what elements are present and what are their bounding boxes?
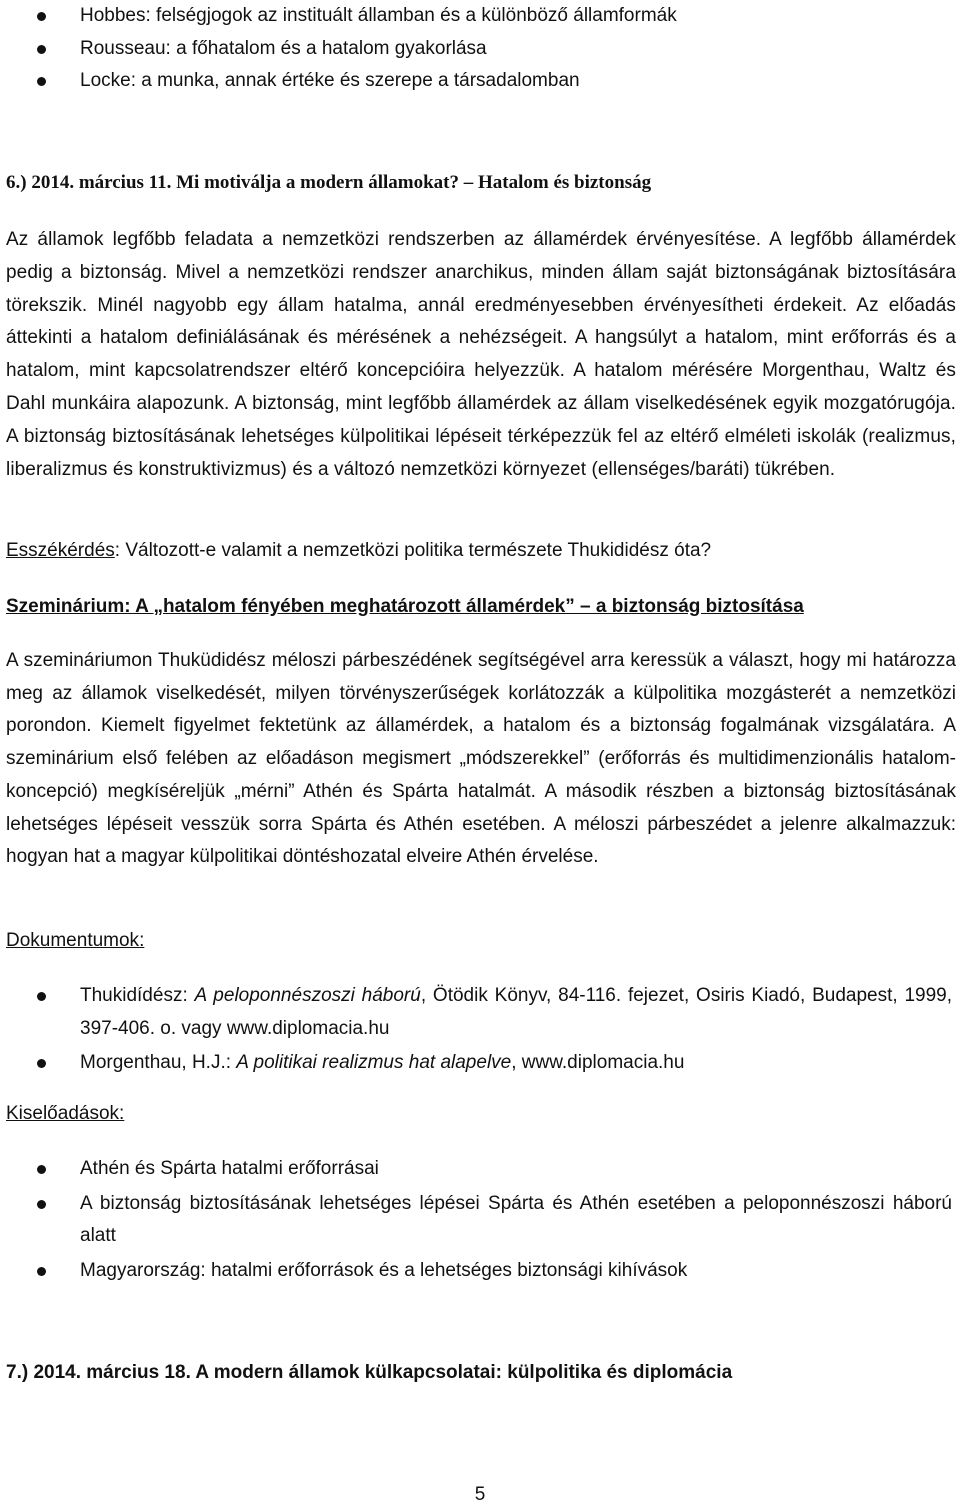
short-talks-label: Kiselőadások: <box>6 1103 125 1124</box>
essay-question-label: Esszékérdés <box>6 540 115 561</box>
essay-question <box>6 537 956 565</box>
list-item <box>0 1047 960 1080</box>
page-number: 5 <box>474 1484 486 1505</box>
philosophers-list <box>0 0 960 98</box>
doc-details: , www.diplomacia.hu <box>511 1052 685 1073</box>
seminar-paragraph: A szemináriumon Thuküdidész méloszi párbeszédének segítségével arra keressük a választ, hogy mi határozza meg az államok viselkedését, milyen törvényszerűségek korlátozzák a külpolitika mozgásterét a nemzetközi porondon. Kiemelt figyelmet fektetünk az államérdek, a hatalom és a biztonság fogalmának vizsgálatára. A szeminárium első felében az előadáson megismert „módszerekkel” (erőforrás és multidimenzionális hatalom-koncepció) megkíséreljük „mérni” Athén és Spárta hatalmát. A második részben a biztonság biztosításának lehetséges lépéseit vesszük sorra Spárta és Athén esetében. A méloszi párbeszédet a jelenre alkalmazzuk: hogyan hat a magyar külpolitikai döntéshozatal elveire Athén érvelése. <box>6 650 956 868</box>
list-item <box>0 980 960 1045</box>
list-item: A biztonság biztosításának lehetséges lépései Spárta és Athén esetében a peloponnészoszi háború alatt <box>0 1188 960 1253</box>
short-talks-list <box>0 1153 960 1289</box>
short-talks-label-text: Kiselőadások <box>6 1103 120 1124</box>
section-6-heading: 6.) 2014. március 11. Mi motiválja a modern államokat? – Hatalom és biztonság <box>6 172 652 193</box>
doc-author: Thukidídész: <box>80 985 195 1006</box>
section-6-paragraph: Az államok legfőbb feladata a nemzetközi rendszerben az államérdek érvényesítése. A legfőbb államérdek pedig a biztonság. Mivel a nemzetközi rendszer anarchikus, minden állam saját biztonságának biztosítására törekszik. Minél nagyobb egy állam hatalma, annál eredményesebben érvényesítheti érdekeit. Az előadás áttekinti a hatalom definiálásának és mérésének a nehézségeit. A hangsúlyt a hatalom, mint erőforrás és a hatalom, mint kapcsolatrendszer eltérő koncepcióira helyezzük. A hatalom mérésére Morgenthau, Waltz és Dahl munkáira alapozunk. A biztonság, mint legfőbb államérdek az állam viselkedésének egyik mozgatórugója. A biztonság biztosításának lehetséges külpolitikai lépéseit térképezzük fel az eltérő elméleti iskolák (realizmus, liberalizmus és konstruktivizmus) és a változó nemzetközi környezet (ellenséges/baráti) tükrében. <box>6 229 956 480</box>
seminar-title: Szeminárium: A „hatalom fényében meghatározott államérdek” – a biztonság biztosítása <box>6 596 804 617</box>
list-item: Rousseau: a főhatalom és a hatalom gyakorlása <box>0 33 960 66</box>
doc-author: Morgenthau, H.J.: <box>80 1052 237 1073</box>
section-7-heading: 7.) 2014. március 18. A modern államok külkapcsolatai: külpolitika és diplomácia <box>6 1362 733 1383</box>
list-item: Hobbes: felségjogok az instituált államban és a különböző államformák <box>0 0 960 33</box>
list-item: Magyarország: hatalmi erőforrások és a lehetséges biztonsági kihívások <box>0 1255 960 1288</box>
documents-label-text: Dokumentumok <box>6 930 140 951</box>
doc-title: A peloponnészoszi háború <box>194 985 421 1006</box>
list-item: Athén és Spárta hatalmi erőforrásai <box>0 1153 960 1186</box>
documents-label: Dokumentumok: <box>6 930 145 951</box>
documents-list <box>0 980 960 1082</box>
essay-question-text: : Változott-e valamit a nemzetközi politika természete Thukididész óta? <box>114 540 712 561</box>
doc-title: A politikai realizmus hat alapelve <box>236 1052 512 1073</box>
list-item: Locke: a munka, annak értéke és szerepe a társadalomban <box>0 65 960 98</box>
doc-details: , Ötödik Könyv, 84-116. fejezet, Osiris Kiadó, Budapest, 1999, 397-406. o. vagy www.diplomacia.hu <box>80 985 952 1039</box>
